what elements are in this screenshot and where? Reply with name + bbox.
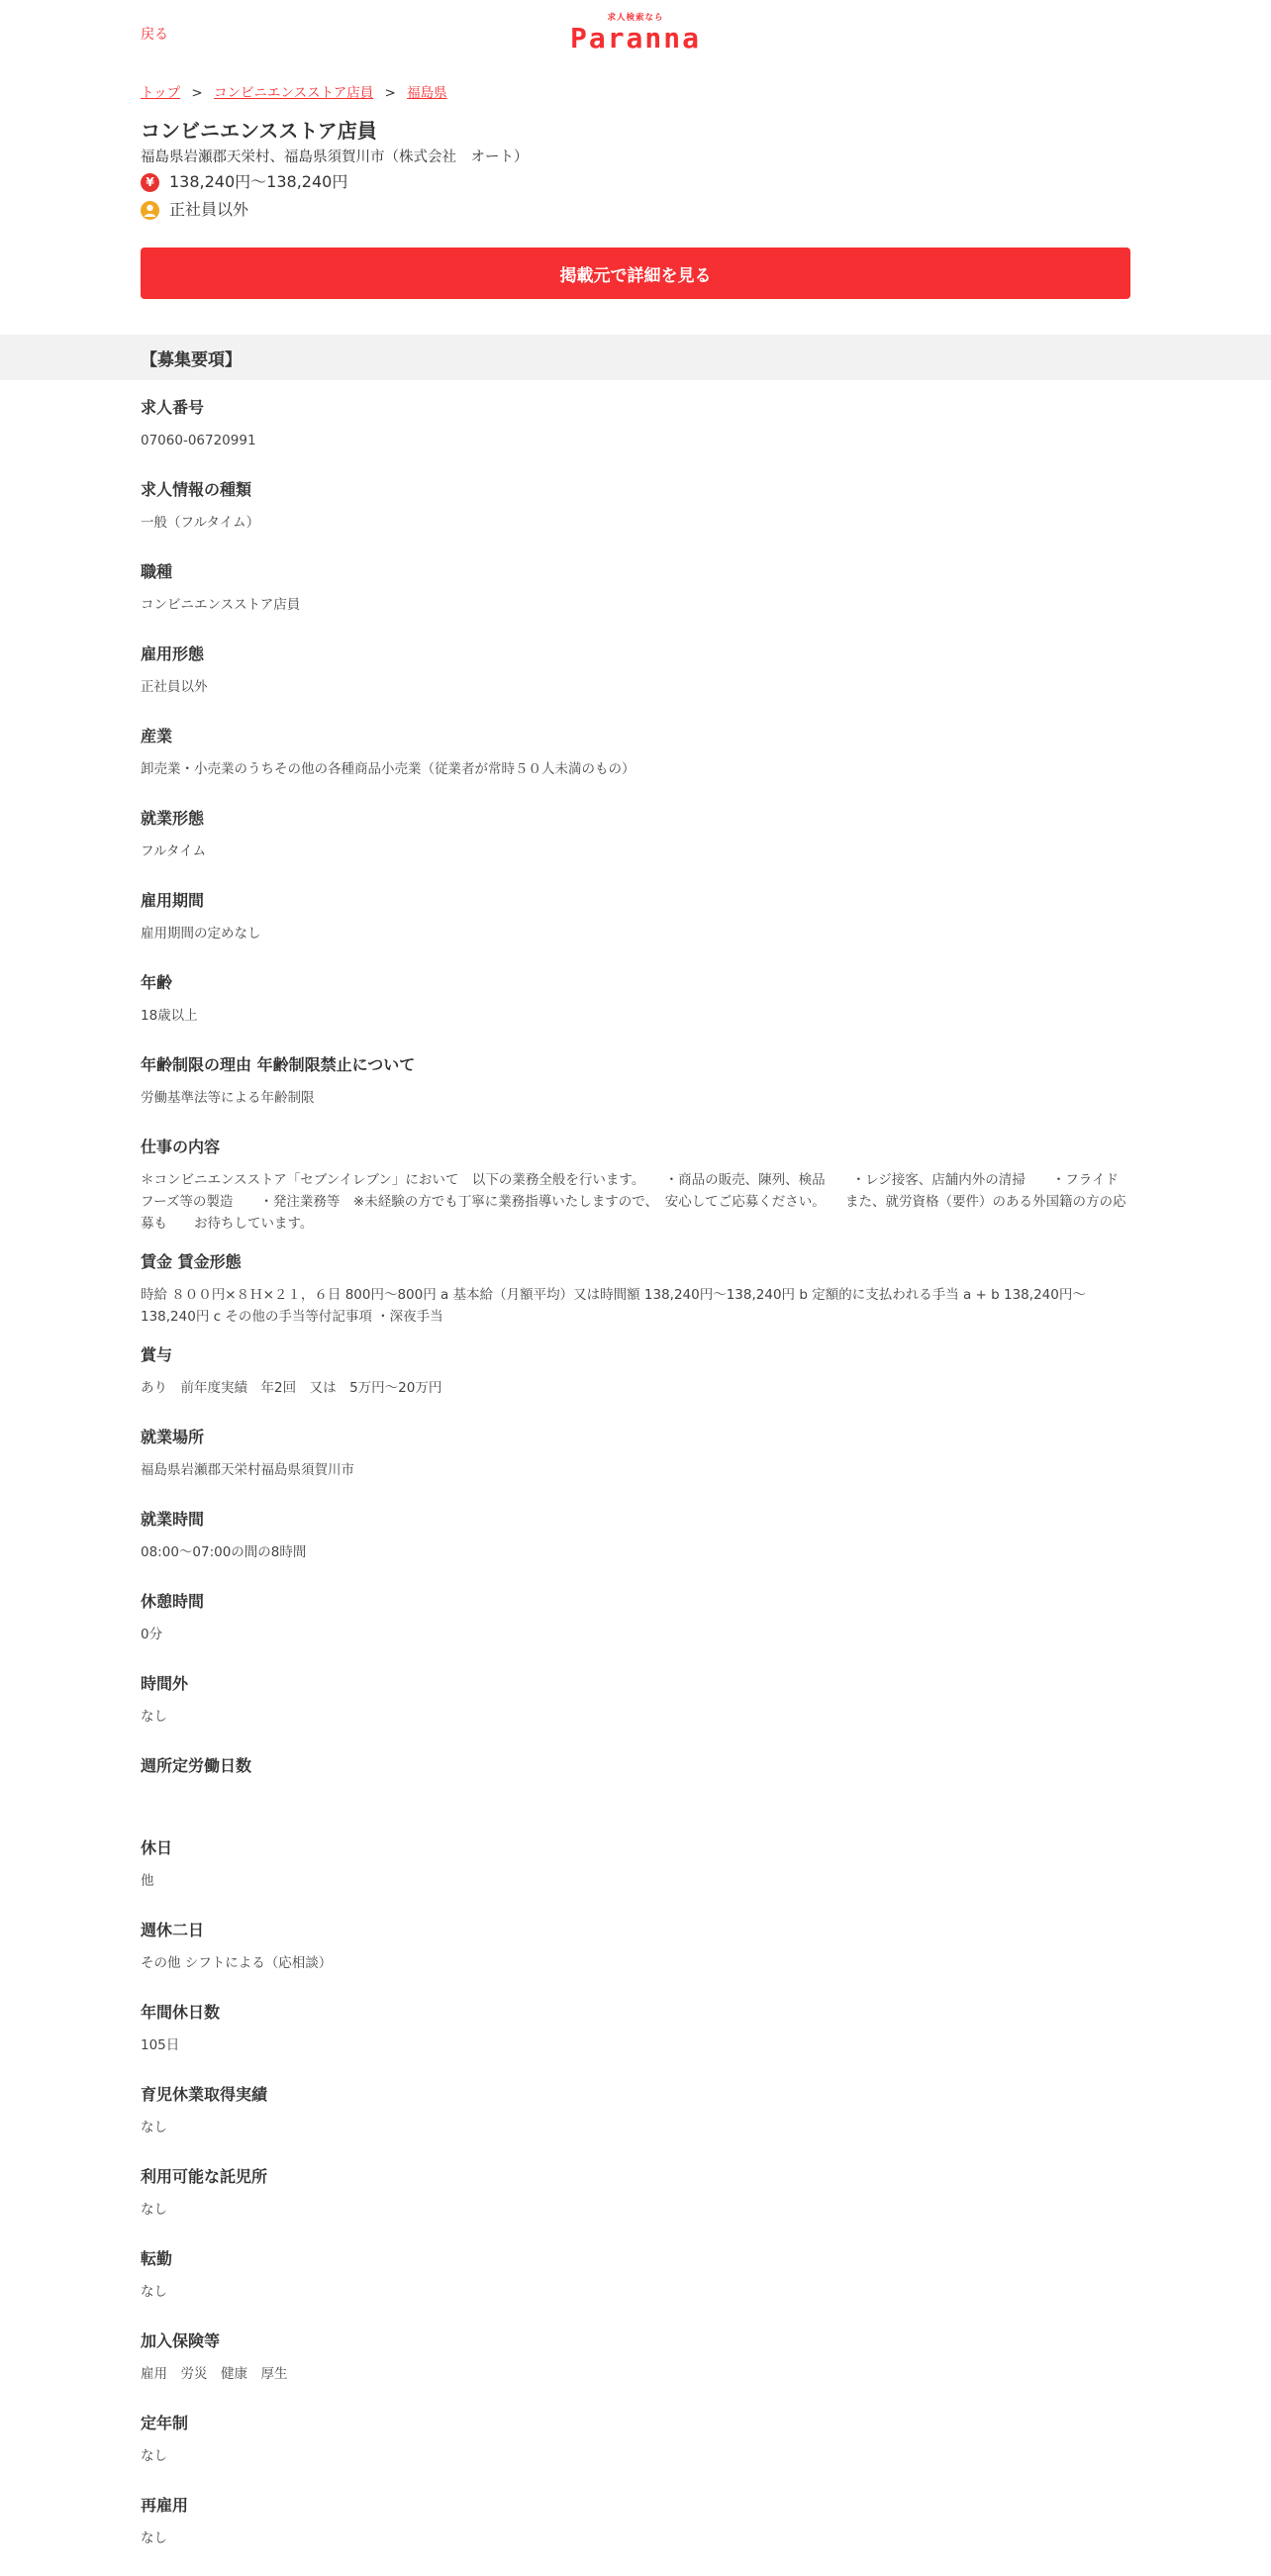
requirement-item: [141, 2247, 1130, 2329]
requirement-item: [141, 1836, 1130, 1919]
page-container: [141, 0, 1130, 299]
back-link[interactable]: 戻る: [141, 27, 168, 43]
requirement-value: ＊コンビニエンスストア「セブンイレブン」において 以下の業務全般を行います。 ・商品の販売、陳列、検品 ・レジ接客、店舗内外の清掃 ・フライドフーズ等の製造 ・発注業務等 ※未経験の方でも丁寧に業務指導いたしますので、 安心してご応募ください。 また、就労資格（要件）のある外国籍の方の応募も お待ちしています。: [141, 1172, 1126, 1232]
requirement-value: なし: [141, 2448, 167, 2464]
requirement-item: [141, 725, 1130, 807]
logo-wordmark: Paranna: [569, 22, 701, 54]
breadcrumb-item-top[interactable]: トップ: [141, 85, 181, 101]
requirement-item: [141, 643, 1130, 725]
requirement-value: 08:00～07:00の間の8時間: [141, 1544, 307, 1560]
requirement-item: [141, 1343, 1130, 1426]
requirement-label: 時間外: [141, 1674, 189, 1693]
requirement-item: [141, 2412, 1130, 2494]
requirement-value: 卸売業・小売業のうちその他の各種商品小売業（従業者が常時５０人未満のもの）: [141, 761, 636, 777]
requirement-value: 労働基準法等による年齢制限: [141, 1090, 315, 1106]
yen-icon: ¥: [141, 173, 159, 192]
requirement-label: 賃金 賃金形態: [141, 1252, 242, 1271]
requirement-value: なし: [141, 2202, 167, 2218]
requirement-value: 0分: [141, 1627, 163, 1642]
requirement-item: [141, 2165, 1130, 2247]
requirement-label: 育児休業取得実績: [141, 2085, 268, 2104]
requirement-item: [141, 1053, 1130, 1136]
requirement-item: [141, 1426, 1130, 1508]
requirement-label: 利用可能な託児所: [141, 2167, 268, 2186]
requirement-value: 一般（フルタイム）: [141, 515, 260, 531]
requirement-value: なし: [141, 2284, 167, 2300]
section-title: 【募集要項】: [141, 349, 242, 370]
breadcrumb-item-category[interactable]: コンビニエンスストア店員: [214, 85, 374, 101]
requirement-value: なし: [141, 2530, 167, 2546]
requirement-item: [141, 478, 1130, 560]
header: [141, 0, 1130, 63]
requirement-item: [141, 889, 1130, 971]
requirement-label: 年齢: [141, 973, 173, 992]
employment-type: 正社員以外: [169, 200, 249, 219]
requirement-label: 定年制: [141, 2414, 189, 2432]
requirement-value: 07060-06720991: [141, 433, 256, 448]
requirement-label: 仕事の内容: [141, 1138, 221, 1156]
logo[interactable]: [569, 13, 702, 54]
requirement-item: [141, 2329, 1130, 2412]
requirement-label: 職種: [141, 562, 173, 581]
requirement-label: 週所定労働日数: [141, 1756, 252, 1775]
requirement-item: [141, 807, 1130, 889]
requirement-value: その他 シフトによる（応相談）: [141, 1955, 333, 1971]
requirement-label: 年齢制限の理由 年齢制限禁止について: [141, 1055, 416, 1074]
requirement-label: 年間休日数: [141, 2003, 221, 2022]
requirement-value: あり 前年度実績 年2回 又は 5万円～20万円: [141, 1380, 442, 1396]
requirement-item: [141, 1250, 1130, 1343]
requirement-item: [141, 1508, 1130, 1590]
requirement-value: 福島県岩瀬郡天栄村福島県須賀川市: [141, 1462, 354, 1478]
person-icon: [141, 201, 159, 220]
requirement-value: 雇用 労災 健康 厚生: [141, 2366, 288, 2382]
requirement-item: [141, 560, 1130, 643]
salary-range: 138,240円～138,240円: [169, 172, 348, 191]
requirement-item: [141, 2083, 1130, 2165]
requirement-label: 雇用形態: [141, 644, 205, 663]
requirement-value: 他: [141, 1873, 154, 1889]
requirement-label: 産業: [141, 727, 173, 745]
requirement-item: [141, 1754, 1130, 1836]
view-details-button[interactable]: 掲載元で詳細を見る: [141, 248, 1130, 299]
requirement-label: 再雇用: [141, 2496, 189, 2515]
salary-row: [141, 168, 1130, 196]
requirements-list: [141, 380, 1130, 2576]
requirement-value: 雇用期間の定めなし: [141, 926, 261, 941]
requirement-label: 雇用期間: [141, 891, 205, 910]
breadcrumb: [141, 83, 1130, 103]
requirement-label: 休憩時間: [141, 1592, 205, 1611]
requirement-label: 就業時間: [141, 1510, 205, 1529]
job-title: コンビニエンスストア店員: [141, 119, 377, 143]
requirement-item: [141, 2494, 1130, 2576]
requirement-item: [141, 396, 1130, 478]
requirement-value: 正社員以外: [141, 679, 208, 695]
requirement-item: [141, 1919, 1130, 2001]
requirement-label: 転勤: [141, 2249, 173, 2268]
requirement-label: 週休二日: [141, 1921, 205, 1939]
requirement-label: 就業形態: [141, 809, 205, 828]
job-location-company: 福島県岩瀬郡天栄村、福島県須賀川市（株式会社 オート）: [141, 149, 529, 165]
requirement-value: 時給 ８００円×８Ｈ×２１，６日 800円～800円 a 基本給（月額平均）又は時間額 138,240円～138,240円 b 定額的に支払われる手当 a + b 138,240円～138,240円 c その他の手当等付記事項 ・深夜手当: [141, 1287, 1086, 1325]
requirement-label: 就業場所: [141, 1428, 205, 1446]
breadcrumb-item-prefecture[interactable]: 福島県: [407, 85, 447, 101]
employment-row: [141, 196, 1130, 224]
requirement-value: コンビニエンスストア店員: [141, 597, 301, 613]
requirement-label: 求人情報の種類: [141, 480, 252, 499]
section-header: [0, 335, 1271, 380]
requirement-value: なし: [141, 2120, 167, 2135]
logo-tagline: 求人検索なら: [607, 13, 664, 23]
requirement-value: フルタイム: [141, 843, 207, 859]
requirement-item: [141, 1590, 1130, 1672]
requirement-label: 休日: [141, 1838, 173, 1857]
requirement-label: 賞与: [141, 1345, 173, 1364]
requirement-item: [141, 1136, 1130, 1250]
requirement-label: 加入保険等: [141, 2331, 221, 2350]
requirement-label: 求人番号: [141, 398, 205, 417]
requirement-value: 105日: [141, 2037, 180, 2053]
breadcrumb-separator: >: [191, 85, 203, 101]
requirement-item: [141, 2001, 1130, 2083]
requirement-value: 18歳以上: [141, 1008, 198, 1024]
breadcrumb-separator: >: [384, 85, 396, 101]
requirement-item: [141, 971, 1130, 1053]
requirement-item: [141, 1672, 1130, 1754]
requirement-value: なし: [141, 1709, 167, 1725]
